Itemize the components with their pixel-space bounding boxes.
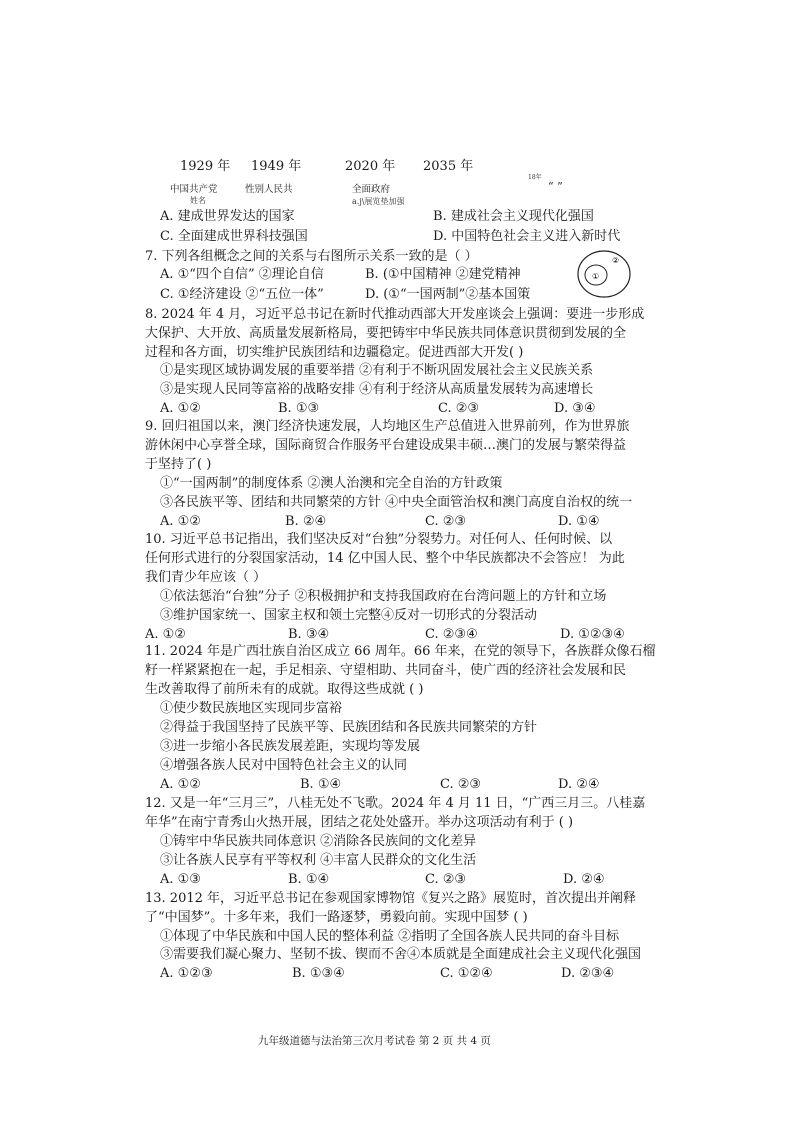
- q13-item-row-1: ①体现了中华民族和中国人民的整体利益 ②指明了全国各族人民共同的奋斗目标: [160, 929, 620, 944]
- q13-option-c: C. ①②④: [440, 966, 493, 981]
- q11-line-3: 生改善取得了前所未有的成就。取得这些成就 ( ): [145, 682, 424, 697]
- q8-option-b: B. ①③: [278, 401, 320, 416]
- q10-item-row-2: ③维护国家统一、国家主权和领土完整④反对一切形式的分裂活动: [160, 608, 538, 623]
- q12-item-row-2: ③让各族人民享有平等权利 ④丰富人民群众的文化生活: [160, 853, 477, 868]
- q10-line-2: 任何形式进行的分裂国家活动，14 亿中国人民、整个中华民族都决不会答应！ 为此: [145, 551, 625, 566]
- q12-option-b: B. ①④: [288, 872, 330, 887]
- q7-option-a: A. ①“四个自信” ②理论自信: [160, 267, 324, 282]
- q11-item-4: ④增强各族人民对中国特色社会主义的认同: [160, 758, 408, 773]
- timeline-caption-2: 性别人民共: [245, 184, 293, 195]
- q12-option-d: D. ②④: [563, 872, 605, 887]
- diagram-label-1: ①: [592, 272, 600, 281]
- q10-option-c: C. ②③④: [425, 627, 478, 642]
- q13-line-2: 了“中国梦”。十多年来，我们一路逐梦，勇毅向前。实现中国梦 ( ): [145, 910, 528, 925]
- q10-option-b: B. ③④: [288, 627, 330, 642]
- timeline-subcaption-2: a.j\展览垫加强: [352, 197, 405, 206]
- q9-line-2: 游休闲中心享誉全球，国际商贸合作服务平台建设成果丰硕…澳门的发展与繁荣得益: [145, 438, 627, 453]
- q12-line-1: 12. 又是一年“三月三”，八桂无处不飞歌。2024 年 4 月 11 日，“广西三月三。八桂嘉: [145, 796, 646, 811]
- q9-line-1: 9. 回归祖国以来，澳门经济快速发展，人均地区生产总值进入世界前列，作为世界旅: [145, 419, 630, 434]
- q8-item-row-2: ③是实现人民同等富裕的战略安排 ④有利于经济从高质量发展转为高速增长: [160, 382, 594, 397]
- page-footer: 九年级道德与法治第三次月考试卷 第 2 页 共 4 页: [258, 1035, 491, 1047]
- q7-stem: 7. 下列各组概念之间的关系与右图所示关系一致的是（ ）: [145, 249, 478, 264]
- q10-line-3: 我们青少年应该（ ）: [145, 570, 267, 585]
- q8-line-2: 大保护、大开放、高质量发展新格局，要把铸牢中华民族共同体意识贯彻到发展的全: [145, 326, 627, 341]
- q11-option-c: C. ②③: [440, 777, 482, 792]
- timeline-caption-3: 全面政府: [352, 184, 391, 195]
- q10-item-row-1: ①依法惩治“台独”分子 ②积极拥护和支持我国政府在台湾问题上的方针和立场: [160, 589, 607, 604]
- q8-option-d: D. ③④: [554, 401, 596, 416]
- q8-option-c: C. ②③: [438, 401, 480, 416]
- q9-option-d: D. ①④: [558, 514, 600, 529]
- nested-circles-diagram: [576, 248, 632, 300]
- q11-option-a: A. ①②: [160, 777, 201, 792]
- q11-item-1: ①使少数民族地区实现同步富裕: [160, 701, 343, 716]
- timeline-year-2035: 2035 年: [423, 159, 474, 174]
- timeline-year-2020: 2020 年: [345, 159, 396, 174]
- q11-item-3: ③进一步缩小各民族发展差距，实现均等发展: [160, 739, 421, 754]
- q6-option-b: B. 建成社会主义现代化强国: [433, 209, 594, 224]
- q7-option-d: D. (①“一国两制”②基本国策: [365, 287, 531, 302]
- diagram-label-2: ②: [612, 256, 620, 265]
- q10-option-d: D. ①②③④: [560, 627, 625, 642]
- q12-line-2: 年华”在南宁青秀山火热开展，团结之花处处盛开。举办这项活动有利于 ( ): [145, 815, 574, 830]
- timeline-year-1949: 1949 年: [251, 159, 302, 174]
- q13-option-d: D. ②③④: [561, 966, 615, 981]
- q9-item-row-1: ①“一国两制”的制度体系 ②澳人治澳和完全自治的方针政策: [160, 476, 503, 491]
- q8-item-row-1: ①是实现区域协调发展的重要举措 ②有利于不断巩固发展社会主义民族关系: [160, 363, 594, 378]
- q11-option-d: D. ②④: [558, 777, 600, 792]
- q9-option-c: C. ②③: [425, 514, 467, 529]
- q9-item-row-2: ③各民族平等、团结和共同繁荣的方针 ④中央全面管治权和澳门高度自治权的统一: [160, 495, 633, 510]
- q10-line-1: 10. 习近平总书记指出，我们坚决反对“台独”分裂势力。对任何人、任何时候、以: [145, 532, 613, 547]
- q8-line-3: 过程和各方面，切实维护民族团结和边疆稳定。促进西部大开发( ): [145, 345, 524, 360]
- q11-line-2: 籽一样紧紧抱在一起，手足相亲、守望相助、共同奋斗，使广西的经济社会发展和民: [145, 663, 627, 678]
- timeline-year-1929: 1929 年: [180, 159, 231, 174]
- q12-item-row-1: ①铸牢中华民族共同体意识 ②消除各民族间的文化差异: [160, 834, 477, 849]
- q7-option-b: B. (①中国精神 ②建党精神: [365, 267, 521, 282]
- q8-option-a: A. ①②: [160, 401, 201, 416]
- q11-option-b: B. ①④: [300, 777, 342, 792]
- q6-option-d: D. 中国特色社会主义进入新时代: [433, 229, 621, 244]
- q11-line-1: 11. 2024 年是广西壮族自治区成立 66 周年。66 年来，在党的领导下，各族群众像石榴: [145, 644, 656, 659]
- timeline-subcaption-1: 姓名: [190, 196, 206, 205]
- q11-item-2: ②得益于我国坚持了民族平等、民族团结和各民族共同繁荣的方针: [160, 720, 538, 735]
- q10-option-a: A. ①②: [145, 627, 186, 642]
- q9-option-b: B. ②④: [285, 514, 327, 529]
- q13-option-a: A. ①②③: [160, 966, 213, 981]
- q8-line-1: 8. 2024 年 4 月，习近平总书记在新时代推动西部大开发座谈会上强调：要进一步形成: [145, 307, 645, 322]
- q9-line-3: 于坚持了( ): [145, 457, 212, 472]
- outer-circle: [578, 251, 630, 297]
- q7-option-c: C. ①经济建设 ②“五位一体”: [160, 287, 324, 302]
- q12-option-a: A. ①③: [160, 872, 201, 887]
- timeline-caption-1: 中国共产党: [170, 184, 218, 195]
- q12-option-c: C. ②③: [425, 872, 467, 887]
- timeline-mark-small: 18年: [528, 174, 542, 181]
- q6-option-a: A. 建成世界发达的国家: [160, 209, 295, 224]
- q6-option-c: C. 全面建成世界科技强国: [160, 229, 308, 244]
- q9-option-a: A. ①②: [160, 514, 201, 529]
- q13-option-b: B. ①③④: [292, 966, 345, 981]
- q13-item-row-2: ③需要我们凝心聚力、坚韧不拔、锲而不舍④本质就是全面建成社会主义现代化强国: [160, 947, 642, 962]
- q13-line-1: 13. 2012 年，习近平总书记在参观国家博物馆《复兴之路》展览时，首次提出并阐释: [145, 891, 637, 906]
- timeline-mark-quote: “ ”: [548, 180, 563, 193]
